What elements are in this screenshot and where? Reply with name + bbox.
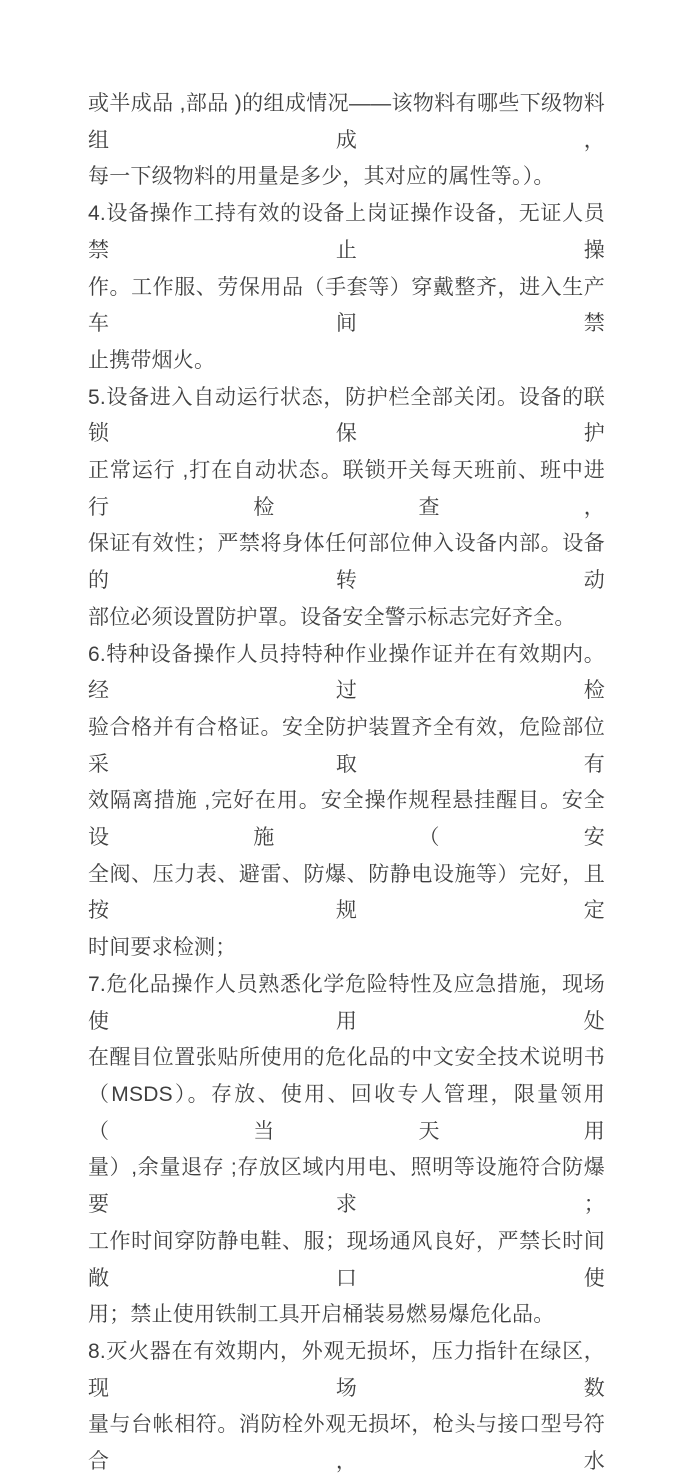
text-line: 6.特种设备操作人员持特种作业操作证并在有效期内。经过检 xyxy=(88,642,605,703)
text-line: 在醒目位置张贴所使用的危化品的中文安全技术说明书 xyxy=(88,1046,605,1070)
text-line: 5.设备进入自动运行状态，防护栏全部关闭。设备的联锁保护 xyxy=(88,385,605,446)
text-line: 正常运行 ,打在自动状态。联锁开关每天班前、班中进行检查， xyxy=(88,459,605,519)
text-line: 工作时间穿防静电鞋、服；现场通风良好，严禁长时间敞口使 xyxy=(88,1229,605,1290)
text-line: 效隔离措施 ,完好在用。安全操作规程悬挂醒目。安全设施（安 xyxy=(88,789,605,850)
text-line: 验合格并有合格证。安全防护装置齐全有效，危险部位采取有 xyxy=(88,715,605,776)
text-line: 量）,余量退存 ;存放区域内用电、照明等设施符合防爆要求； xyxy=(88,1156,605,1217)
text-line: 量与台帐相符。消防栓外观无损坏，枪头与接口型号符合，水 xyxy=(88,1413,605,1474)
text-line: 每一下级物料的用量是多少，其对应的属性等。）。 xyxy=(88,165,555,189)
text-line: 时间要求检测； xyxy=(88,936,237,960)
text-line: 用；禁止使用铁制工具开启桶装易燃易爆危化品。 xyxy=(88,1303,555,1327)
text-line: 4.设备操作工持有效的设备上岗证操作设备，无证人员禁止操 xyxy=(88,202,605,262)
text-line: 部位必须设置防护罩。设备安全警示标志完好齐全。 xyxy=(88,605,576,629)
text-line: 8.灭火器在有效期内，外观无损坏，压力指针在绿区，现场数 xyxy=(88,1339,605,1400)
text-line: 或半成品 ,部品 )的组成情况——该物料有哪些下级物料组成， xyxy=(88,92,605,152)
text-line: 保证有效性；严禁将身体任何部位伸入设备内部。设备的转动 xyxy=(88,532,605,593)
text-line: 全阀、压力表、避雷、防爆、防静电设施等）完好，且按规定 xyxy=(88,862,605,923)
text-line: （MSDS）。存放、使用、回收专人管理，限量领用（当天用 xyxy=(88,1082,605,1143)
text-line: 7.危化品操作人员熟悉化学危险特性及应急措施，现场使用处 xyxy=(88,972,605,1033)
document-body-text xyxy=(88,86,605,1481)
text-line: 止携带烟火。 xyxy=(88,348,216,372)
text-line: 作。工作服、劳保用品（手套等）穿戴整齐，进入生产车间禁 xyxy=(88,275,605,336)
